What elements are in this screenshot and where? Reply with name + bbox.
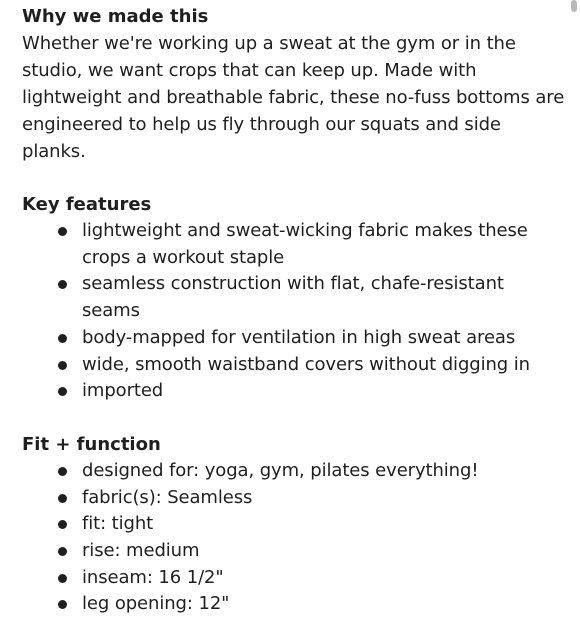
list-item-text: seamless construction with flat, chafe-resistant seams — [82, 273, 504, 322]
key-features-list — [22, 218, 567, 405]
list-item — [22, 378, 567, 405]
list-item-text: fit: tight — [82, 513, 154, 535]
bullet-icon — [58, 387, 67, 396]
list-item-text: imported — [82, 380, 164, 402]
bullet-icon — [58, 467, 67, 476]
section-title-key-features: Key features — [22, 194, 152, 215]
key-features-section — [22, 192, 567, 405]
list-item — [22, 565, 567, 592]
bullet-icon — [58, 494, 67, 503]
fit-function-list — [22, 458, 567, 618]
list-item — [22, 218, 567, 271]
list-item-text: designed for: yoga, gym, pilates everything! — [82, 459, 479, 481]
list-item-text: leg opening: 12" — [82, 593, 230, 615]
scrollbar-thumb[interactable] — [571, 0, 577, 12]
list-item — [22, 485, 567, 512]
list-item — [22, 538, 567, 565]
list-item-text: body-mapped for ventilation in high sweat areas — [82, 326, 516, 348]
list-item — [22, 352, 567, 379]
bullet-icon — [58, 334, 67, 343]
bullet-icon — [58, 361, 67, 370]
list-item-text: inseam: 16 1/2" — [82, 566, 224, 588]
list-item — [22, 458, 567, 485]
bullet-icon — [58, 227, 67, 236]
bullet-icon — [58, 280, 67, 289]
fit-function-section — [22, 432, 567, 618]
list-item-text: wide, smooth waistband covers without digging in — [82, 353, 530, 375]
section-title-why-we-made-this: Why we made this — [22, 6, 209, 27]
list-item — [22, 591, 567, 618]
bullet-icon — [58, 547, 67, 556]
list-item-text: rise: medium — [82, 540, 200, 562]
list-item-text: fabric(s): Seamless — [82, 486, 253, 508]
section-title-fit-function: Fit + function — [22, 433, 161, 455]
bullet-icon — [58, 574, 67, 583]
why-we-made-this-paragraph: Whether we're working up a sweat at the gym or in the studio, we want crops that can keep up. Made with lightweight and breathable fabric, these no-fuss bottoms are engineered to help us fly through our squats and side planks. — [22, 33, 565, 162]
bullet-icon — [58, 600, 67, 609]
list-item — [22, 271, 567, 324]
why-we-made-this-section — [22, 4, 567, 165]
bullet-icon — [58, 520, 67, 529]
list-item — [22, 325, 567, 352]
list-item — [22, 511, 567, 538]
list-item-text: lightweight and sweat-wicking fabric makes these crops a workout staple — [82, 220, 528, 268]
product-details — [22, 4, 567, 618]
